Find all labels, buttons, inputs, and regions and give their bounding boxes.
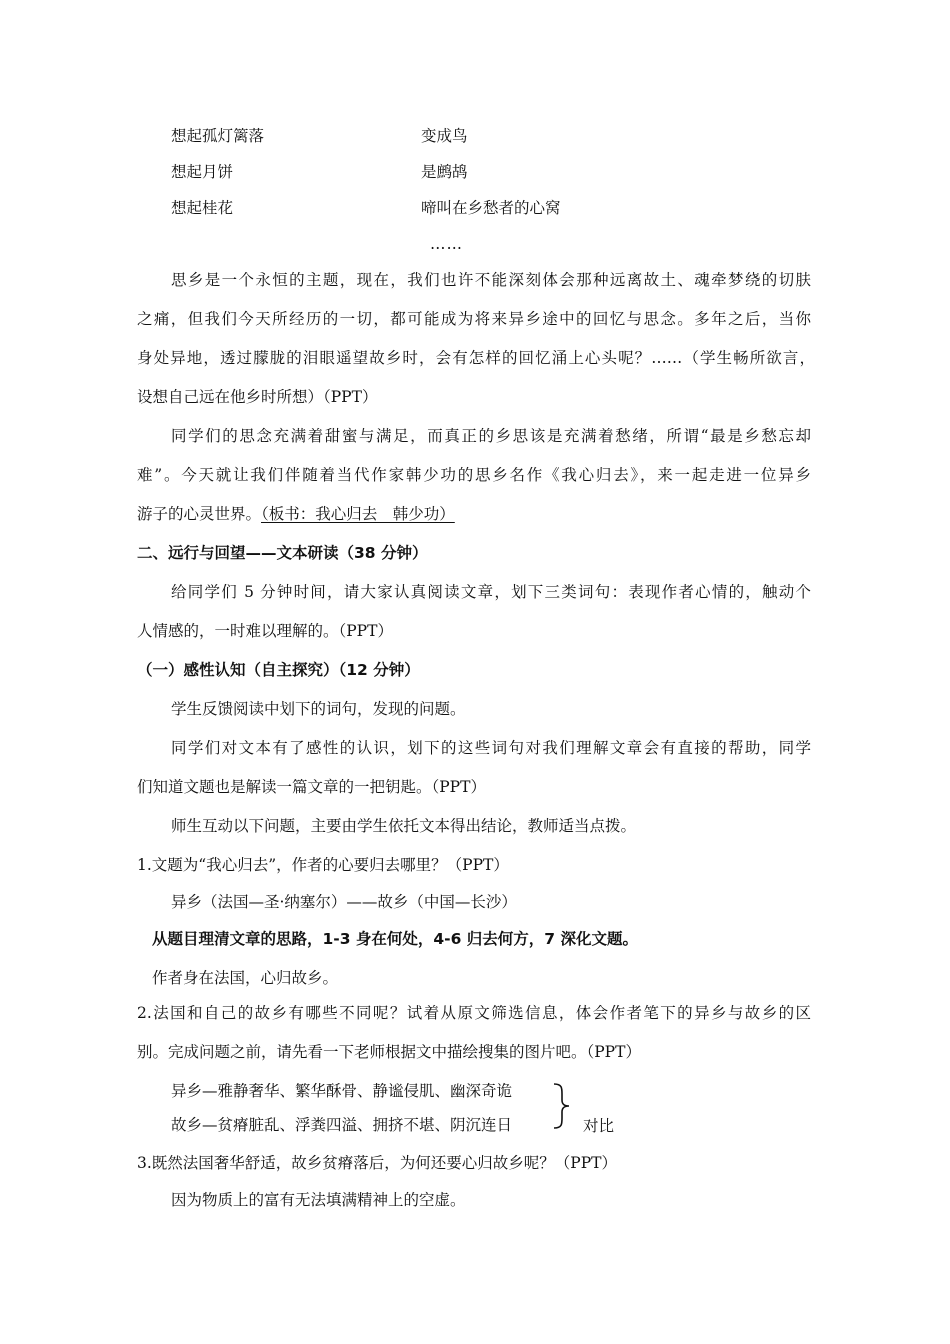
question-1-bold-note: 从题目理清文章的思路，1-3 身在何处，4-6 归去何方，7 深化文题。 [152,930,638,948]
paragraph-text: 给同学们 5 分钟时间，请大家认真阅读文章，划下三类词句：表现作者心情的，触动个 [171,583,811,601]
paragraph-text: 难”。今天就让我们伴随着当代作家韩少功的思乡名作《我心归去》，来一起走进一位异乡 [137,466,811,484]
poem-ellipsis: …… [430,235,463,253]
question-2: 2.法国和自己的故乡有哪些不同呢？试着从原文筛选信息，体会作者笔下的异乡与故乡的区 [137,1004,811,1022]
foreign-land-description: 异乡—雅静奢华、繁华酥骨、静谧侵肌、幽深奇诡 [171,1082,513,1100]
board-note: （板书：我心归去 韩少功） [261,505,455,523]
question-2: 别。完成问题之前，请先看一下老师根据文中描绘搜集的图片吧。（PPT） [137,1043,641,1061]
paragraph-text: 师生互动以下问题，主要由学生依托文本得出结论，教师适当点拨。 [171,817,637,835]
paragraph-text: 同学们对文本有了感性的认识，划下的这些词句对我们理解文章会有直接的帮助，同学 [171,739,811,757]
paragraph-text: 思乡是一个永恒的主题，现在，我们也许不能深刻体会那种远离故土、魂牵梦绕的切肤 [171,271,811,289]
hometown-description: 故乡—贫瘠脏乱、浮粪四溢、拥挤不堪、阴沉连日 [171,1116,513,1134]
paragraph-text: 身处异地，透过朦胧的泪眼遥望故乡时，会有怎样的回忆涌上心头呢？……（学生畅所欲言， [137,349,815,367]
paragraph-last-line [137,503,455,525]
question-1-answer: 异乡（法国—圣·纳塞尔）——故乡（中国—长沙） [171,893,517,911]
paragraph-text: 同学们的思念充满着甜蜜与满足，而真正的乡思该是充满着愁绪，所谓“最是乡愁忘却 [171,427,811,445]
question-3-answer: 因为物质上的富有无法填满精神上的空虚。 [171,1191,466,1209]
contrast-label: 对比 [583,1117,615,1135]
question-3: 3.既然法国奢华舒适，故乡贫瘠落后，为何还要心归故乡呢？（PPT） [137,1154,617,1172]
poem-line-right-1: 变成鸟 [421,127,468,145]
poem-line-left-2: 想起月饼 [171,163,234,181]
poem-line-left-1: 想起孤灯篱落 [171,127,265,145]
paragraph-text: 们知道文题也是解读一篇文章的一把钥匙。（PPT） [137,778,486,796]
paragraph-text: 游子的心灵世界。 [137,505,262,523]
question-1: 1.文题为“我心归去”，作者的心要归去哪里？（PPT） [137,856,509,874]
paragraph-text: 之痛，但我们今天所经历的一切，都可能成为将来异乡途中的回忆与思念。多年之后，当你 [137,310,811,328]
right-brace-icon [551,1082,575,1130]
paragraph-text: 学生反馈阅读中划下的词句，发现的问题。 [171,700,466,718]
subsection-heading: （一）感性认知（自主探究）（12 分钟） [137,661,420,679]
section-heading: 二、远行与回望——文本研读（38 分钟） [137,544,428,562]
question-1-note: 作者身在法国，心归故乡。 [152,969,339,987]
poem-line-left-3: 想起桂花 [171,199,234,217]
poem-line-right-3: 啼叫在乡愁者的心窝 [421,199,561,217]
paragraph-text: 人情感的，一时难以理解的。（PPT） [137,622,393,640]
poem-line-right-2: 是鹧鸪 [421,163,468,181]
paragraph-text: 设想自己远在他乡时所想）（PPT） [137,388,378,406]
